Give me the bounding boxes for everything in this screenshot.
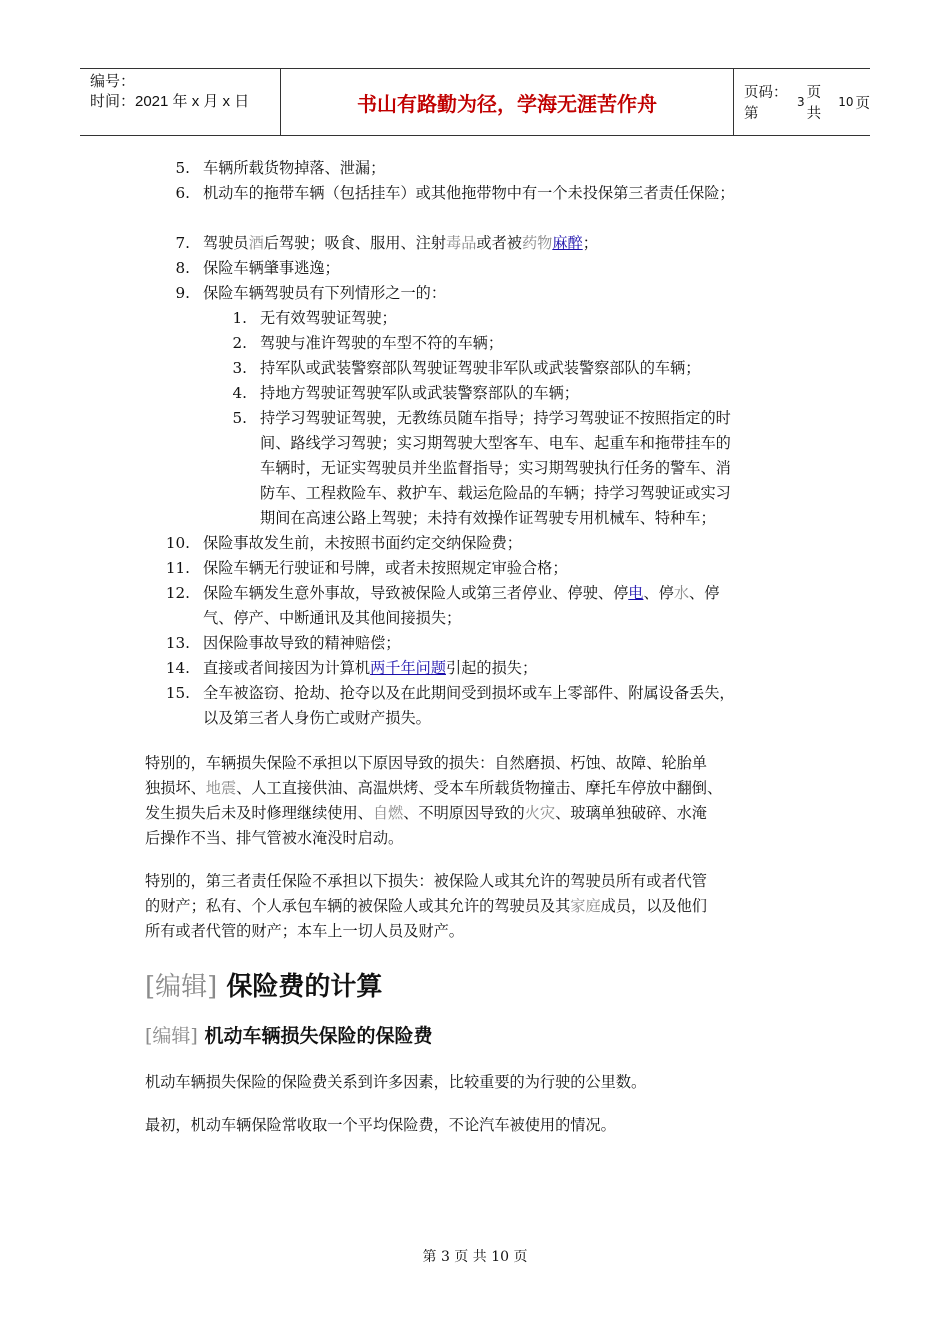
inline-term: 毒品	[446, 234, 477, 252]
list-number: 1.	[232, 309, 247, 327]
list-text-line: 间、路线学习驾驶；实习期驾驶大型客车、电车、起重车和拖带挂车的	[260, 434, 731, 452]
page-footer: 第 3 页 共 10 页	[422, 1249, 528, 1265]
inline-term: 酒	[248, 234, 264, 252]
list-text: 或者被	[476, 234, 522, 252]
list-text-line	[203, 581, 810, 606]
list-number: 14.	[165, 659, 190, 677]
list-text-line: 持学习驾驶证驾驶，无教练员随车指导；持学习驾驶证不按照指定的时	[260, 409, 731, 427]
list-text: 车辆所载货物掉落、泄漏；	[203, 159, 386, 177]
list-number: 7.	[175, 234, 190, 252]
list-item	[145, 656, 810, 681]
paragraph-line: 后操作不当、排气管被水淹没时启动。	[145, 829, 404, 847]
text: 、人工直接供油、高温烘烤、受本车所载货物撞击、摩托车停放中翻倒、	[236, 779, 723, 797]
page-mid: 页 共	[806, 85, 822, 122]
text: 成员，以及他们	[600, 897, 707, 915]
sublist-item	[145, 331, 810, 356]
list-number: 15.	[165, 684, 190, 702]
list-text: 保险车辆无行驶证和号牌，或者未按照规定审验合格；	[203, 559, 568, 577]
list-text-line: 期间在高速公路上驾驶；未持有效操作证驾驶专用机械车、特种车；	[260, 509, 716, 527]
list-number: 5.	[175, 159, 190, 177]
paragraph: 最初，机动车辆保险常收取一个平均保险费，不论汽车被使用的情况。	[145, 1116, 616, 1134]
list-text: 持军队或武装警察部队驾驶证驾驶非军队或武装警察部队的车辆；	[260, 359, 701, 377]
list-item	[145, 156, 810, 181]
list-number: 12.	[165, 584, 190, 602]
edit-link[interactable]: [编辑]	[145, 972, 218, 1002]
list-item	[145, 531, 810, 556]
list-text: 、停	[689, 584, 720, 602]
list-item	[145, 631, 810, 656]
link-electricity[interactable]: 电	[628, 584, 644, 602]
list-text: 直接或者间接因为计算机	[203, 659, 371, 677]
sublist-item	[145, 406, 810, 531]
page-suffix: 页	[855, 95, 870, 112]
paragraph-vehicle-loss-exclusions	[145, 751, 810, 851]
sublist-item	[145, 306, 810, 331]
list-item	[145, 231, 810, 256]
list-item	[145, 281, 810, 306]
inline-term: 火灾	[524, 804, 556, 822]
paragraph-third-party-exclusions	[145, 869, 810, 944]
page-current: 3	[797, 95, 805, 109]
list-text-line: 防车、工程救险车、救护车、载运危险品的车辆；持学习驾驶证或实习	[260, 484, 731, 502]
document-number-label: 编号：	[90, 73, 136, 90]
edit-link[interactable]: [编辑]	[145, 1025, 198, 1047]
header-page-info	[734, 69, 870, 135]
text: 、玻璃单独破碎、水淹	[555, 804, 707, 822]
list-text: 后驾驶；吸食、服用、注射	[263, 234, 446, 252]
list-text: 无有效驾驶证驾驶；	[260, 309, 397, 327]
list-text-line: 全车被盗窃、抢劫、抢夺以及在此期间受到损坏或车上零部件、附属设备丢失，	[203, 684, 735, 702]
paragraph-line: 所有或者代管的财产；本车上一切人员及财产。	[145, 922, 464, 940]
page-prefix: 页码：第	[744, 85, 788, 122]
list-text: 保险车辆肇事逃逸；	[203, 259, 340, 277]
list-text: ；	[582, 234, 598, 252]
inline-term: 药物	[521, 234, 553, 252]
inline-term: 水	[673, 584, 689, 602]
list-item	[145, 256, 810, 281]
inline-term: 自燃	[372, 804, 404, 822]
text: 的财产；私有、个人承包车辆的被保险人或其允许的驾驶员及其	[145, 897, 571, 915]
text: 、不明原因导致的	[403, 804, 525, 822]
text: 发生损失后未及时修理继续使用、	[145, 804, 373, 822]
paragraph-line	[145, 894, 810, 919]
list-item	[145, 556, 810, 581]
link-anesthesia[interactable]: 麻醉	[552, 234, 583, 252]
list-text: 保险车辆驾驶员有下列情形之一的：	[203, 284, 446, 302]
list-number: 6.	[175, 184, 190, 202]
list-text-line: 气、停产、中断通讯及其他间接损失；	[203, 609, 462, 627]
link-y2k-problem[interactable]: 两千年问题	[370, 659, 446, 677]
section-heading	[145, 970, 810, 1004]
section-title: 保险费的计算	[226, 972, 383, 1002]
document-time: 时间：2021 年 x 月 x 日	[90, 93, 250, 110]
page-total: 10	[838, 95, 854, 109]
subsection-heading	[145, 1022, 810, 1050]
list-number: 4.	[232, 384, 247, 402]
list-number: 11.	[165, 559, 190, 577]
list-number: 8.	[175, 259, 190, 277]
subsection-title: 机动车辆损失保险的保险费	[204, 1025, 433, 1047]
header-motto: 书山有路勤为径，学海无涯苦作舟	[281, 69, 734, 135]
list-number: 9.	[175, 284, 190, 302]
list-text: 因保险事故导致的精神赔偿；	[203, 634, 401, 652]
sublist-item	[145, 356, 810, 381]
paragraph: 机动车辆损失保险的保险费关系到许多因素，比较重要的为行驶的公里数。	[145, 1073, 647, 1091]
list-text-line: 以及第三者人身伤亡或财产损失。	[203, 709, 431, 727]
inline-term: 地震	[205, 779, 237, 797]
list-text: 驾驶与准许驾驶的车型不符的车辆；	[260, 334, 503, 352]
list-number: 2.	[232, 334, 247, 352]
list-item	[145, 581, 810, 631]
list-item	[145, 181, 810, 206]
list-text: 、停	[643, 584, 674, 602]
document-body	[145, 156, 810, 1138]
list-number: 13.	[165, 634, 190, 652]
inline-term: 家庭	[570, 897, 601, 915]
list-number: 5.	[232, 409, 247, 427]
paragraph-line: 特别的，第三者责任保险不承担以下损失：被保险人或其允许的驾驶员所有或者代管	[145, 872, 707, 890]
list-number: 3.	[232, 359, 247, 377]
header-meta	[80, 69, 281, 135]
list-text-line: 车辆时，无证实驾驶员并坐监督指导；实习期驾驶执行任务的警车、消	[260, 459, 731, 477]
paragraph-line: 特别的，车辆损失保险不承担以下原因导致的损失：自然磨损、朽蚀、故障、轮胎单	[145, 754, 707, 772]
list-text: 持地方驾驶证驾驶军队或武装警察部队的车辆；	[260, 384, 579, 402]
list-text: 引起的损失；	[446, 659, 538, 677]
paragraph-line	[145, 776, 810, 801]
list-text: 保险事故发生前，未按照书面约定交纳保险费；	[203, 534, 522, 552]
list-text: 驾驶员	[203, 234, 249, 252]
page-header	[80, 68, 870, 136]
list-text: 机动车的拖带车辆（包括挂车）或其他拖带物中有一个未投保第三者责任保险；	[203, 184, 735, 202]
list-item	[145, 681, 810, 731]
text: 独损坏、	[145, 779, 206, 797]
list-text: 保险车辆发生意外事故，导致被保险人或第三者停业、停驶、停	[203, 584, 629, 602]
paragraph-line	[145, 801, 810, 826]
sublist-item	[145, 381, 810, 406]
list-number: 10.	[165, 534, 190, 552]
